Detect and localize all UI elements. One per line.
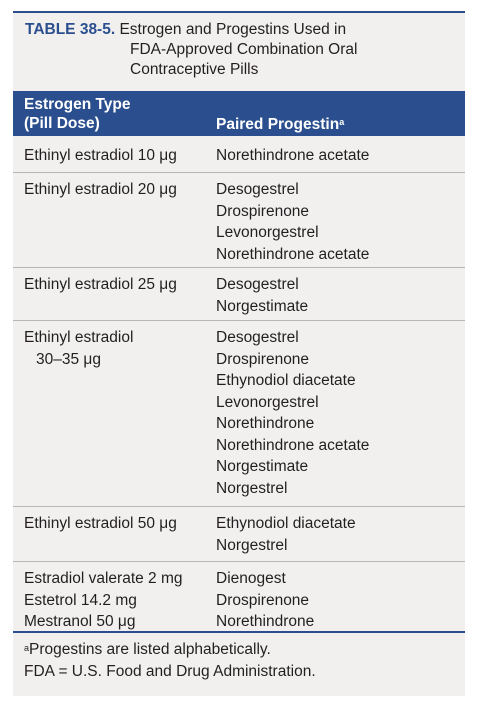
estrogen-cell: Ethinyl estradiol 50 μg <box>24 515 177 532</box>
progestin-cell: Norethindrone acetate <box>216 147 370 164</box>
progestin-cell: Norgestrel <box>216 479 288 497</box>
table-title-line1: Estrogen and Progestins Used in <box>119 21 347 38</box>
table-title-line2: FDA-Approved Combination Oral <box>130 41 358 58</box>
row-divider <box>13 172 465 173</box>
estrogen-cell: Ethinyl estradiol 10 μg <box>24 147 177 164</box>
header-estrogen-line2: (Pill Dose) <box>24 115 100 132</box>
footnote-text: Progestins are listed alphabetically. <box>29 641 271 658</box>
progestin-cell: Desogestrel <box>216 181 299 198</box>
row-divider <box>13 506 465 507</box>
progestin-cell: Desogestrel <box>216 276 299 293</box>
table-caption <box>25 20 346 40</box>
estrogen-cell: Ethinyl estradiol 25 μg <box>24 276 177 293</box>
footnote <box>24 640 271 660</box>
table-container <box>13 11 465 696</box>
progestin-cell: Drospirenone <box>216 591 310 609</box>
header-paired-progestin <box>216 115 344 134</box>
abbreviation-note: FDA = U.S. Food and Drug Administration. <box>24 663 316 680</box>
table-label: TABLE 38-5. <box>25 21 116 38</box>
progestin-cell: Norethindrone <box>216 613 315 630</box>
header-estrogen-line1: Estrogen Type <box>24 96 131 113</box>
header-estrogen-type <box>24 95 131 133</box>
estrogen-cell: Ethinyl estradiol <box>24 329 134 346</box>
progestin-cell: Desogestrel <box>216 329 299 346</box>
estrogen-cell: Estetrol 14.2 mg <box>24 591 137 609</box>
progestin-cell: Dienogest <box>216 570 286 587</box>
progestin-cell: Ethynodiol diacetate <box>216 372 356 389</box>
progestin-cell: Norgestrel <box>216 536 288 554</box>
top-rule <box>13 11 465 13</box>
progestin-cell: Levonorgestrel <box>216 393 319 411</box>
estrogen-cell: 30–35 μg <box>36 350 101 368</box>
estrogen-cell: Mestranol 50 μg <box>24 613 136 630</box>
progestin-cell: Norethindrone acetate <box>216 245 370 263</box>
progestin-cell: Drospirenone <box>216 202 310 220</box>
estrogen-cell: Ethinyl estradiol 20 μg <box>24 181 177 198</box>
progestin-cell: Norgestimate <box>216 297 309 315</box>
progestin-cell: Norethindrone <box>216 415 315 432</box>
progestin-cell: Norgestimate <box>216 458 309 475</box>
table-title-line3: Contraceptive Pills <box>130 61 259 78</box>
bottom-rule <box>13 631 465 633</box>
table-header <box>13 91 465 136</box>
footnote-marker: a <box>24 643 30 653</box>
row-divider <box>13 561 465 562</box>
row-divider <box>13 320 465 321</box>
progestin-cell: Levonorgestrel <box>216 224 319 241</box>
row-divider <box>13 267 465 268</box>
header-progestin-label: Paired Progestin <box>216 116 340 133</box>
progestin-cell: Norethindrone acetate <box>216 436 370 454</box>
progestin-cell: Ethynodiol diacetate <box>216 515 356 532</box>
header-footnote-marker: a <box>339 117 345 127</box>
progestin-cell: Drospirenone <box>216 350 310 368</box>
estrogen-cell: Estradiol valerate 2 mg <box>24 570 183 587</box>
